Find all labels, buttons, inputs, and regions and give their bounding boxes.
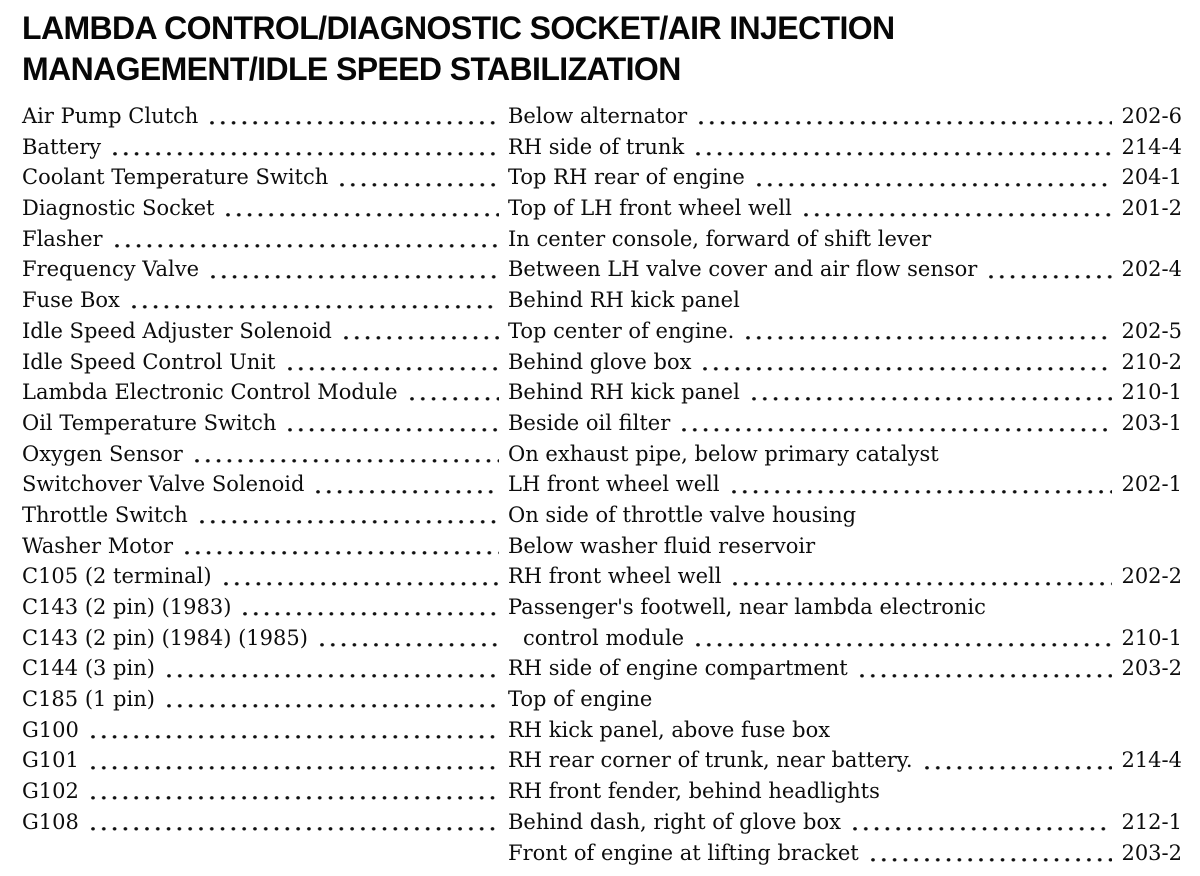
component-dot-leader [205, 101, 499, 132]
location-dot-leader [866, 838, 1112, 869]
table-row [22, 745, 1182, 776]
location-dot-leader [848, 807, 1112, 838]
location-dot-leader [691, 132, 1112, 163]
page-title [22, 8, 1182, 90]
component-dot-leader [206, 254, 499, 285]
page-reference [1112, 439, 1182, 470]
component-dot-leader [86, 776, 499, 807]
component-cell [22, 623, 508, 654]
location-text: Behind RH kick panel [508, 380, 740, 405]
component-dot-leader [162, 684, 499, 715]
component-name: C143 (2 pin) (1984) (1985) [22, 625, 308, 650]
component-name: C143 (2 pin) (1983) [22, 595, 232, 619]
component-cell [22, 162, 508, 193]
location-cell [508, 224, 1182, 255]
location-cell [508, 684, 1182, 715]
location-dot-leader [694, 101, 1112, 132]
location-dot-leader [727, 469, 1112, 500]
component-name: Frequency Valve [22, 257, 200, 282]
component-cell [22, 776, 508, 807]
table-row [22, 193, 1182, 224]
component-dot-leader [190, 439, 499, 470]
page-reference: 201-2 [1121, 196, 1182, 221]
location-cell [508, 623, 1182, 654]
location-cell [508, 807, 1182, 838]
page-title-line-2: MANAGEMENT/IDLE SPEED STABILIZATION [22, 51, 681, 87]
component-name: Throttle Switch [22, 502, 188, 527]
component-name: Diagnostic Socket [22, 196, 215, 221]
location-cell [508, 316, 1182, 347]
component-dot-leader [195, 500, 499, 531]
location-text: RH kick panel, above fuse box [508, 717, 831, 742]
page-reference: 214-4 [1121, 748, 1182, 773]
page-reference [1112, 776, 1182, 807]
location-dot-leader [799, 193, 1112, 224]
component-cell [22, 408, 508, 439]
location-dot-leader [691, 623, 1112, 654]
page-reference [1112, 684, 1182, 715]
component-name: Switchover Valve Solenoid [22, 472, 305, 497]
location-cell [508, 347, 1182, 378]
page-reference [1112, 224, 1182, 255]
component-dot-leader [86, 715, 499, 746]
component-dot-leader [221, 193, 499, 224]
page-reference: 210-1 [1121, 625, 1182, 650]
location-cell [508, 101, 1182, 132]
component-dot-leader [180, 531, 499, 562]
location-dot-leader [752, 162, 1112, 193]
component-cell [22, 316, 508, 347]
component-location-list [22, 101, 1182, 868]
table-row [22, 838, 1182, 869]
component-name: C105 (2 terminal) [22, 564, 212, 589]
component-cell [22, 254, 508, 285]
location-dot-leader [677, 408, 1112, 439]
page-reference: 202-4 [1121, 257, 1182, 282]
location-dot-leader [984, 254, 1112, 285]
component-cell [22, 132, 508, 163]
location-cell [508, 653, 1182, 684]
location-text: Below alternator [508, 104, 688, 128]
component-dot-leader [238, 592, 499, 623]
location-text: Top RH rear of engine [508, 165, 745, 190]
location-text: In center console, forward of shift lever [508, 226, 932, 251]
table-row [22, 254, 1182, 285]
location-cell [508, 193, 1182, 224]
location-cell [508, 254, 1182, 285]
location-text: Front of engine at lifting bracket [508, 840, 859, 865]
table-row [22, 408, 1182, 439]
component-name: G100 [22, 717, 79, 742]
table-row [22, 561, 1182, 592]
table-row [22, 715, 1182, 746]
component-cell [22, 224, 508, 255]
location-text: Top of LH front wheel well [508, 196, 792, 221]
location-cell [508, 377, 1182, 408]
component-dot-leader [335, 162, 499, 193]
table-row [22, 500, 1182, 531]
location-text: RH front fender, behind headlights [508, 779, 880, 804]
location-text: Top center of engine. [508, 318, 735, 343]
table-row [22, 684, 1182, 715]
component-cell [22, 561, 508, 592]
table-row [22, 132, 1182, 163]
table-row [22, 101, 1182, 132]
page-reference: 202-2 [1121, 564, 1182, 589]
component-name: Lambda Electronic Control Module [22, 380, 398, 405]
page-reference: 204-1 [1121, 165, 1182, 190]
page-reference: 202-1 [1121, 472, 1182, 497]
component-cell [22, 347, 508, 378]
page-reference [1112, 592, 1182, 623]
component-cell [22, 531, 508, 562]
component-dot-leader [86, 745, 499, 776]
component-name: G101 [22, 748, 79, 773]
component-dot-leader [311, 469, 499, 500]
component-name: C144 (3 pin) [22, 656, 155, 681]
location-text: Behind dash, right of glove box [508, 809, 841, 834]
component-dot-leader [339, 316, 499, 347]
component-cell [22, 193, 508, 224]
component-cell [22, 439, 508, 470]
location-text: Behind glove box [508, 349, 692, 374]
location-text: RH side of engine compartment [508, 656, 848, 681]
component-dot-leader [162, 653, 499, 684]
location-cell [508, 285, 1182, 316]
location-text: LH front wheel well [508, 472, 720, 497]
page-reference: 214-4 [1121, 134, 1182, 159]
page-reference: 202-5 [1121, 318, 1182, 343]
location-cell [508, 838, 1182, 869]
component-cell [22, 592, 508, 623]
component-name: Oil Temperature Switch [22, 410, 277, 435]
location-text: control module [523, 625, 685, 650]
location-dot-leader [920, 745, 1112, 776]
location-cell [508, 715, 1182, 746]
location-cell [508, 531, 1182, 562]
location-dot-leader [698, 347, 1112, 378]
location-dot-leader [728, 561, 1112, 592]
location-text: Between LH valve cover and air flow sensor [508, 257, 978, 282]
component-name: Air Pump Clutch [22, 104, 199, 128]
page-title-line-1: LAMBDA CONTROL/DIAGNOSTIC SOCKET/AIR INJECTION [22, 10, 895, 46]
page-reference: 202-6 [1121, 104, 1182, 128]
component-cell [22, 285, 508, 316]
location-text: On side of throttle valve housing [508, 502, 857, 527]
location-text: Below washer fluid reservoir [508, 533, 816, 558]
location-text: Passenger's footwell, near lambda electronic [508, 595, 986, 619]
table-row [22, 469, 1182, 500]
component-cell [22, 684, 508, 715]
component-dot-leader [108, 132, 499, 163]
component-cell [22, 377, 508, 408]
component-name: G102 [22, 779, 79, 804]
table-row [22, 377, 1182, 408]
location-cell [508, 592, 1182, 623]
table-row [22, 531, 1182, 562]
location-cell [508, 162, 1182, 193]
page-reference: 212-1 [1121, 809, 1182, 834]
page-reference [1112, 500, 1182, 531]
location-cell [508, 132, 1182, 163]
location-dot-leader [741, 316, 1112, 347]
location-dot-leader [747, 377, 1112, 408]
component-cell [22, 653, 508, 684]
location-cell [508, 408, 1182, 439]
page-reference: 210-2 [1121, 349, 1182, 374]
table-row [22, 347, 1182, 378]
component-cell [22, 500, 508, 531]
component-dot-leader [283, 408, 499, 439]
location-text: Beside oil filter [508, 410, 671, 435]
table-row [22, 776, 1182, 807]
location-text: RH rear corner of trunk, near battery. [508, 748, 913, 773]
component-name: Idle Speed Adjuster Solenoid [22, 318, 332, 343]
table-row [22, 224, 1182, 255]
table-row [22, 316, 1182, 347]
component-name: G108 [22, 809, 79, 834]
page-reference: 210-1 [1121, 380, 1182, 405]
location-text: RH side of trunk [508, 134, 685, 159]
location-cell [508, 439, 1182, 470]
page-reference: 203-2 [1121, 840, 1182, 865]
component-cell [22, 838, 508, 869]
component-name: Oxygen Sensor [22, 441, 183, 466]
component-dot-leader [86, 807, 499, 838]
table-row [22, 162, 1182, 193]
page-reference [1112, 531, 1182, 562]
component-cell [22, 745, 508, 776]
location-cell [508, 745, 1182, 776]
location-cell [508, 776, 1182, 807]
component-cell [22, 469, 508, 500]
component-cell [22, 101, 508, 132]
component-name: C185 (1 pin) [22, 687, 155, 712]
component-cell [22, 807, 508, 838]
location-text: On exhaust pipe, below primary catalyst [508, 441, 939, 466]
table-row [22, 653, 1182, 684]
component-name: Flasher [22, 226, 103, 251]
component-dot-leader [405, 377, 500, 408]
component-dot-leader [110, 224, 499, 255]
page-reference: 203-1 [1121, 410, 1182, 435]
location-cell [508, 561, 1182, 592]
component-name: Idle Speed Control Unit [22, 349, 276, 374]
component-dot-leader [315, 623, 499, 654]
component-cell [22, 715, 508, 746]
table-row [22, 439, 1182, 470]
component-dot-leader [127, 285, 499, 316]
location-cell [508, 469, 1182, 500]
component-dot-leader [219, 561, 499, 592]
component-name: Fuse Box [22, 288, 120, 313]
component-name: Washer Motor [22, 533, 173, 558]
component-name: Coolant Temperature Switch [22, 165, 329, 190]
table-row [22, 285, 1182, 316]
page-reference [1112, 715, 1182, 746]
table-row [22, 592, 1182, 623]
table-row [22, 807, 1182, 838]
component-name: Battery [22, 134, 102, 159]
location-cell [508, 500, 1182, 531]
page-reference [1112, 285, 1182, 316]
location-text: RH front wheel well [508, 564, 722, 589]
table-row [22, 623, 1182, 654]
location-text: Top of engine [508, 687, 653, 712]
page-reference: 203-2 [1121, 656, 1182, 681]
component-dot-leader [283, 347, 500, 378]
location-dot-leader [855, 653, 1112, 684]
location-text: Behind RH kick panel [508, 288, 740, 313]
